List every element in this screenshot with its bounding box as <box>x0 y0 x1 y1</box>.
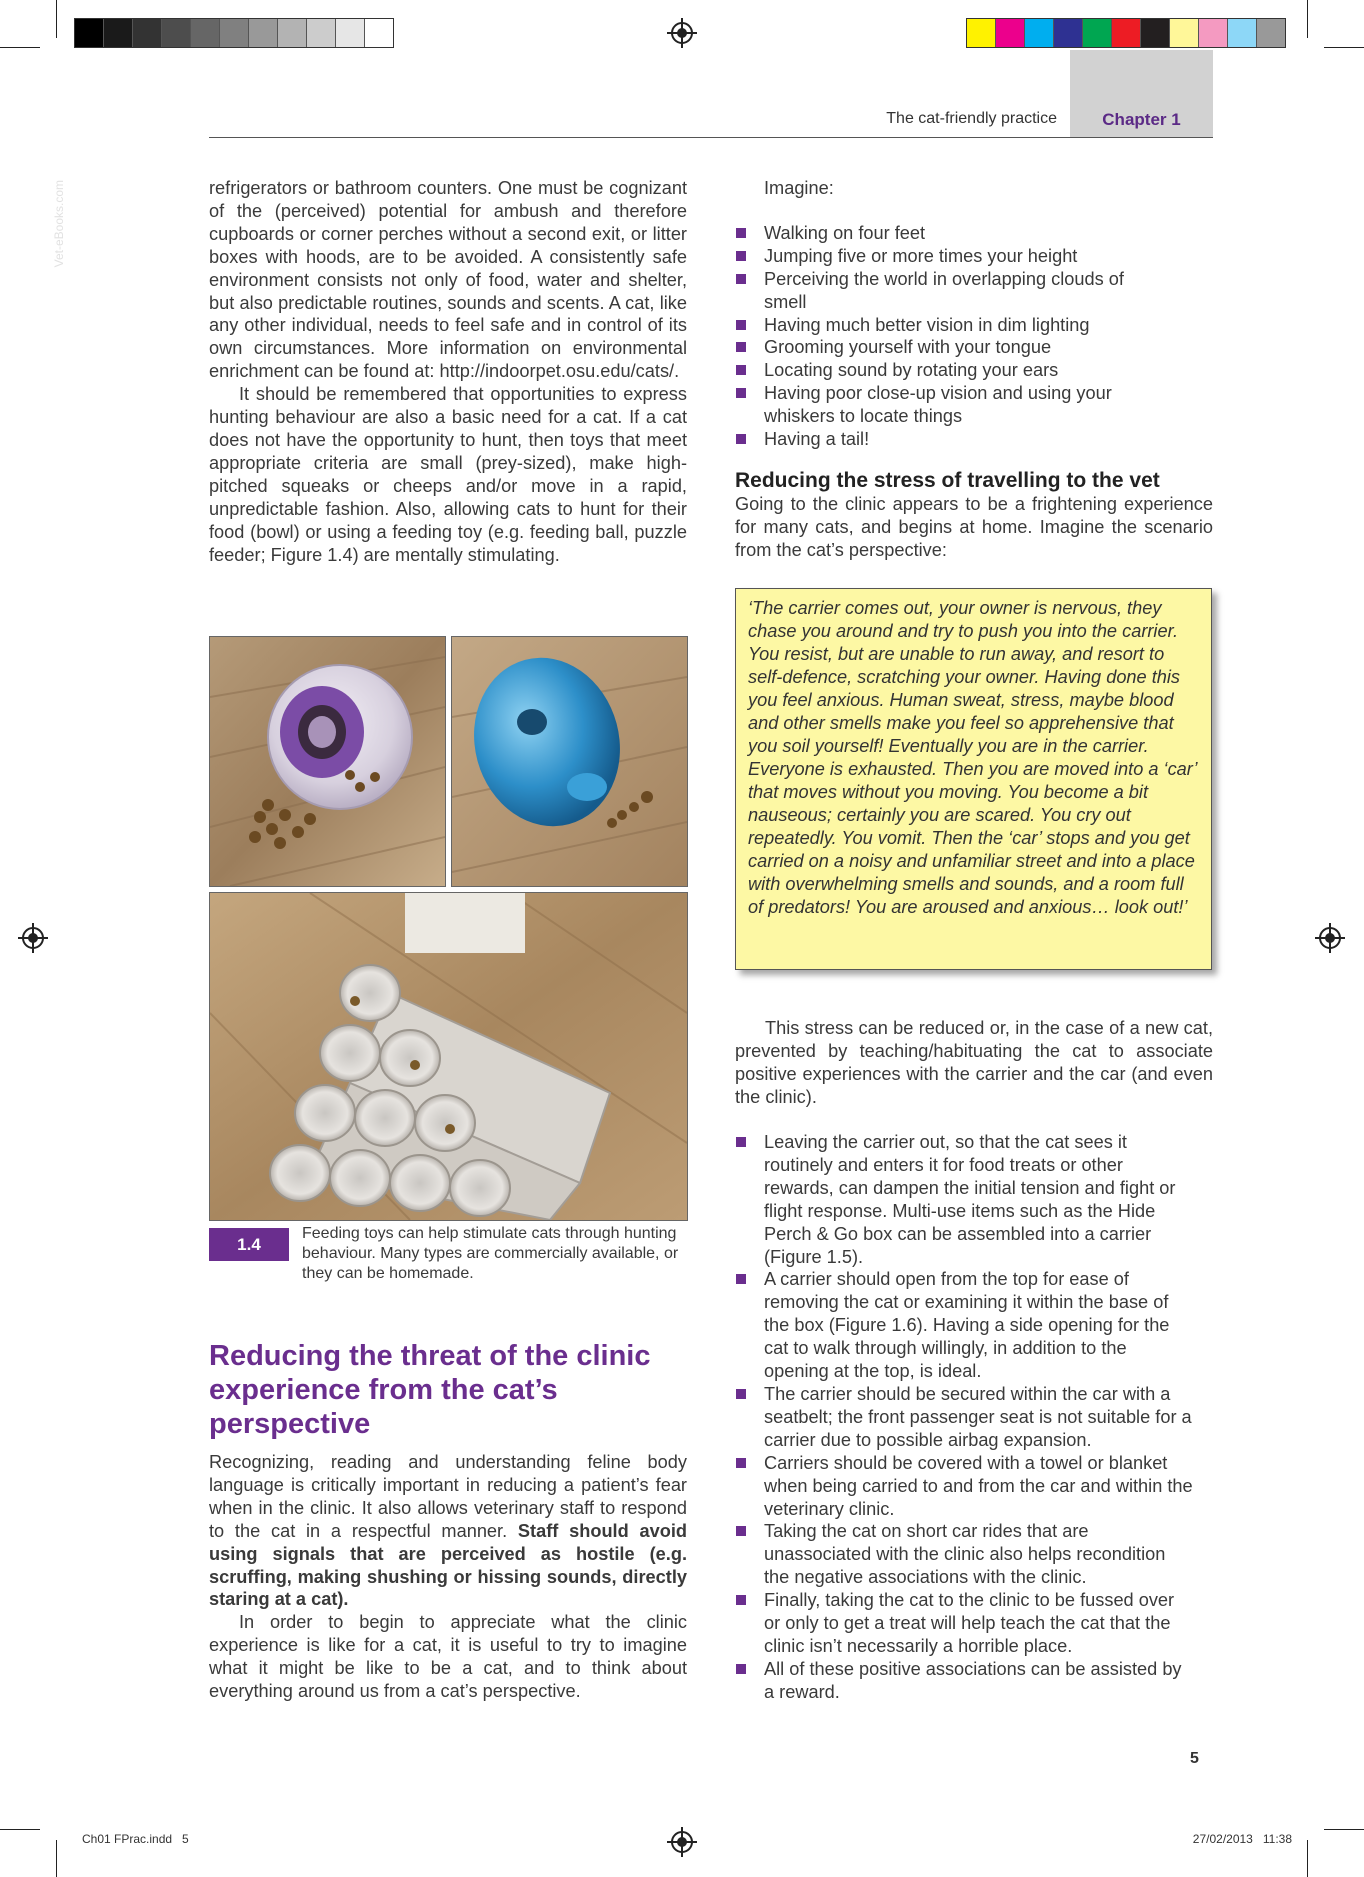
page-number: 5 <box>1190 1750 1199 1767</box>
watermark: Vet-eBooks.com <box>52 180 66 268</box>
crop-mark <box>56 1840 57 1877</box>
color-swatch <box>75 19 104 47</box>
color-swatch <box>1083 19 1112 47</box>
cat-perspective-callout: ‘The carrier comes out, your owner is nervous, they chase you around and try to push you into the carrier. You resist, but are unable to run away, and resort to self-defence, scratching your owner. Having done this you feel anxious. Human sweat, stress, maybe blood and other smells make you feel so apprehensive that you soil yourself! Eventually you are in the carrier. Everyone is exhausted. Then you are moved into a ‘car’ that moves without you moving. You become a bit nauseous; certainly you are scared. You cry out repeatedly. You vomit. Then the ‘car’ stops and you get carried on a noisy and unfamiliar street and into a place with overwhelming smells and sounds, and a room full of predators! You are aroused and anxious… look out!’ <box>735 588 1212 970</box>
crop-mark <box>0 1829 40 1830</box>
body-paragraph: Going to the clinic appears to be a frightening experience for many cats, and begins at home. Imagine the scenario from the cat’s perspective: <box>735 494 1213 560</box>
body-paragraph <box>209 1451 687 1611</box>
color-swatch <box>1199 19 1228 47</box>
color-swatch <box>1257 19 1285 47</box>
running-header-title: The cat-friendly practice <box>886 110 1057 127</box>
color-swatch <box>365 19 393 47</box>
body-paragraph: It should be remembered that opportunities to express hunting behaviour are also a basic need for a cat. If a cat does not have the opportunity to hunt, then toys that meet appropriate criteria are small (prey-sized), make high-pitched squeaks or cheeps and/or move in a rapid, unpredictable fashion. Also, allowing cats to hunt for their food (bowl) or using a feeding toy (e.g. feeding ball, puzzle feeder; Figure 1.4) are mentally stimulating. <box>209 384 687 565</box>
color-swatch <box>104 19 133 47</box>
figure-caption <box>209 1224 687 1284</box>
section-heading: Reducing the threat of the clinic experience from the cat’s perspective <box>209 1340 651 1440</box>
registration-mark-icon <box>671 1831 693 1853</box>
subheading: Reducing the stress of travelling to the vet <box>735 469 1160 492</box>
chapter-label: Chapter 1 <box>1102 110 1181 129</box>
body-paragraph: In order to begin to appreciate what the clinic experience is like for a cat, it is useful to try to imagine what it might be like to be a cat, and to think about everything around us from a cat’s perspective. <box>209 1612 687 1702</box>
list-item: All of these positive associations can be assisted by a reward. <box>735 1658 1195 1704</box>
body-paragraph: This stress can be reduced or, in the case of a new cat, prevented by teaching/habituating the cat to associate positive experiences with the carrier and the car (and even the clinic). <box>735 1018 1213 1107</box>
color-swatch <box>996 19 1025 47</box>
tips-block <box>735 1131 1213 1704</box>
crop-mark <box>0 47 40 48</box>
list-item: Taking the cat on short car rides that are unassociated with the clinic also helps recondition the negative associations with the clinic. <box>735 1520 1195 1589</box>
list-item: Finally, taking the cat to the clinic to be fussed over or only to get a treat will help teach the cat that the clinic isn’t necessarily a horrible place. <box>735 1589 1195 1658</box>
color-swatch <box>191 19 220 47</box>
list-item: Having poor close-up vision and using your whiskers to locate things <box>735 382 1165 428</box>
body-paragraph: refrigerators or bathroom counters. One must be cognizant of the (perceived) potential for ambush and therefore cupboards or corner perches without a second exit, or litter boxes with hoods, are to be avoided. A consistently safe environment consists not only of food, water and shelter, but also predictable routines, sounds and scents. A cat, like any other individual, needs to feel safe and in control of its own circumstances. More information on environmental enrichment can be found at: http://indoorpet.osu.edu/cats/. <box>209 178 687 382</box>
color-swatch <box>162 19 191 47</box>
registration-mark-icon <box>671 22 693 44</box>
color-swatch <box>967 19 996 47</box>
body-text: Recognizing, reading and understanding feline body language is critically important in reducing a patient’s fear when in the clinic. It also allows veterinary staff to respond to the cat in a respectful manner. <box>209 1452 687 1541</box>
list-item: Locating sound by rotating your ears <box>735 359 1165 382</box>
list-item: Carriers should be covered with a towel or blanket when being carried to and from the car and within the veterinary clinic. <box>735 1452 1195 1521</box>
slug-date: 27/02/2013 11:38 <box>1192 1832 1292 1846</box>
color-swatch <box>1025 19 1054 47</box>
registration-mark-icon <box>1319 927 1341 949</box>
list-item: Grooming yourself with your tongue <box>735 336 1165 359</box>
photo-blue-treat-ball <box>451 636 688 887</box>
list-item: The carrier should be secured within the car with a seatbelt; the front passenger seat is not suitable for a carrier due to possible airbag expansion. <box>735 1383 1195 1452</box>
travel-section <box>735 468 1213 562</box>
crop-mark <box>1324 1829 1364 1830</box>
color-swatch <box>220 19 249 47</box>
process-color-bar <box>966 18 1286 48</box>
figure-caption-text: Feeding toys can help stimulate cats through hunting behaviour. Many types are commercially available, or they can be homemade. <box>302 1225 679 1282</box>
list-item: Perceiving the world in overlapping clouds of smell <box>735 268 1165 314</box>
color-swatch <box>336 19 365 47</box>
list-item: Having a tail! <box>735 428 1165 451</box>
section-body <box>209 1451 687 1703</box>
list-item: Walking on four feet <box>735 222 1165 245</box>
grayscale-color-bar <box>74 18 394 48</box>
color-swatch <box>278 19 307 47</box>
crop-mark <box>56 0 57 38</box>
color-swatch <box>249 19 278 47</box>
color-swatch <box>307 19 336 47</box>
color-swatch <box>133 19 162 47</box>
right-column-top <box>735 177 1213 451</box>
left-column-text <box>209 177 687 566</box>
imagine-intro: Imagine: <box>764 178 834 198</box>
color-swatch <box>1170 19 1199 47</box>
imagine-list <box>735 222 1165 451</box>
crop-mark <box>1324 47 1364 48</box>
list-item: Leaving the carrier out, so that the cat sees it routinely and enters it for food treats or other rewards, can dampen the initial tension and fight or flight response. Multi-use items such as the Hide Perch & Go box can be assembled into a carrier (Figure 1.5). <box>735 1131 1195 1268</box>
tips-list <box>735 1131 1195 1704</box>
photo-purple-feeding-ball <box>209 636 446 887</box>
color-swatch <box>1112 19 1141 47</box>
registration-mark-icon <box>22 927 44 949</box>
color-swatch <box>1054 19 1083 47</box>
stress-paragraph-block <box>735 1017 1213 1109</box>
list-item: A carrier should open from the top for ease of removing the cat or examining it within the base of the box (Figure 1.6). Having a side opening for the cat to walk through willingly, in addition to the opening at the top, is ideal. <box>735 1268 1195 1383</box>
color-swatch <box>1141 19 1170 47</box>
slug-filename: Ch01 FPrac.indd 5 <box>82 1832 189 1846</box>
crop-mark <box>1307 1840 1308 1877</box>
crop-mark <box>1307 0 1308 38</box>
color-swatch <box>1228 19 1257 47</box>
figure-number-badge: 1.4 <box>209 1228 289 1261</box>
header-rule <box>209 137 1213 138</box>
list-item: Having much better vision in dim lighting <box>735 314 1165 337</box>
emphasis-text: Staff should avoid using signals that are perceived as hostile (e.g. scruffing, making shushing or hissing sounds, directly staring at a cat). <box>209 1520 687 1610</box>
list-item: Jumping five or more times your height <box>735 245 1165 268</box>
photo-cardboard-tube-feeder <box>209 892 688 1221</box>
